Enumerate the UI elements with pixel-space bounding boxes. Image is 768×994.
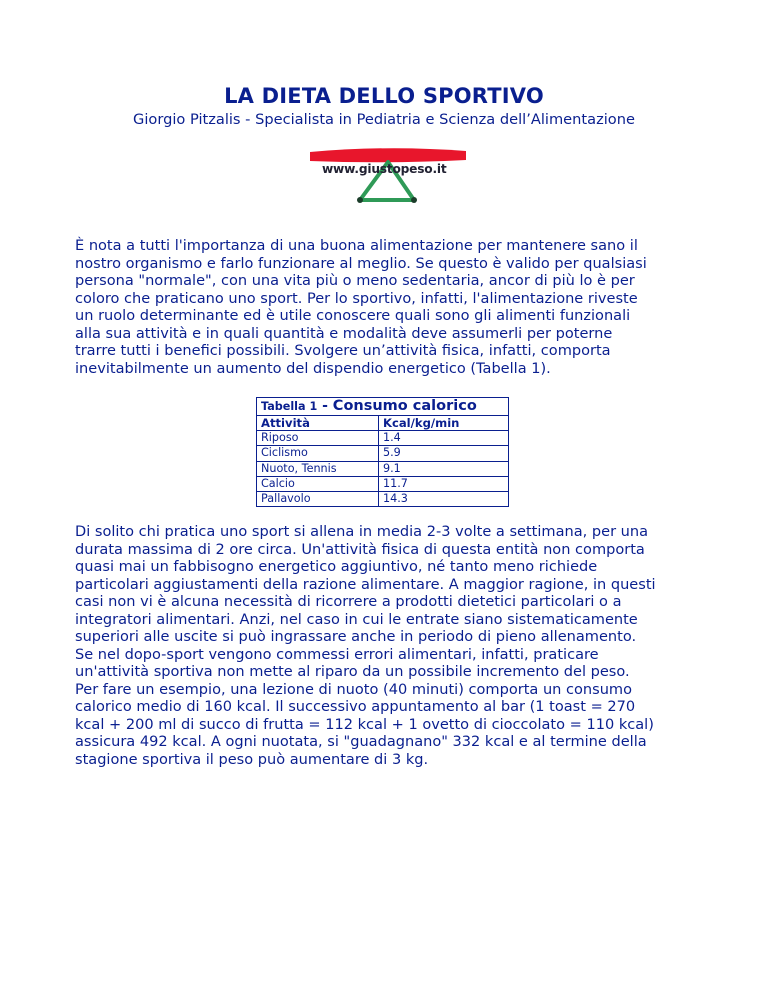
table-caption-label: Tabella 1 [261, 400, 318, 413]
text-line: superiori alle uscite si può ingrassare anche in periodo di pieno allenamento. [75, 628, 637, 645]
text-line: un ruolo determinante ed è utile conoscere quali sono gli alimenti funzionali [75, 307, 631, 324]
table-row [257, 461, 509, 476]
text-line: nostro organismo e farlo funzionare al meglio. Se questo è valido per qualsiasi [75, 254, 647, 272]
text-line: coloro che praticano uno sport. Per lo sportivo, infatti, l'alimentazione riveste [75, 289, 638, 307]
text-line: calorico medio di 160 kcal. Il successivo appuntamento al bar (1 toast = 270 [75, 698, 636, 715]
body-paragraph [75, 523, 705, 768]
table-header-row [257, 416, 509, 431]
table-caption-title: Consumo calorico [332, 398, 477, 414]
text-line: Di solito chi pratica uno sport si allena in media 2-3 volte a settimana, per una [75, 523, 649, 540]
table-cell-activity: Calcio [257, 476, 379, 491]
table-cell-value: 5.9 [379, 446, 509, 461]
table-row [257, 431, 509, 446]
text-line: Per fare un esempio, una lezione di nuoto (40 minuti) comporta un consumo [75, 680, 633, 698]
text-line: È nota a tutti l'importanza di una buona alimentazione per mantenere sano il [75, 237, 638, 254]
text-line: Se nel dopo-sport vengono commessi errori alimentari, infatti, praticare [75, 645, 599, 663]
table-cell-value: 9.1 [379, 461, 509, 476]
table-caption [257, 398, 509, 416]
page-title: LA DIETA DELLO SPORTIVO [224, 84, 544, 108]
table-cell-value: 11.7 [379, 476, 509, 491]
text-line: un'attività sportiva non mette al riparo da un possibile incremento del peso. [75, 663, 630, 680]
text-line: particolari aggiustamenti della razione alimentare. A maggior ragione, in questi [75, 575, 656, 593]
text-line: quasi mai un fabbisogno energetico aggiuntivo, né tanto meno richiede [75, 558, 598, 575]
table-row [257, 476, 509, 491]
logo-url-text: www.giustopeso.it [322, 162, 447, 176]
calorie-consumption-table [256, 397, 509, 507]
table-caption-dash: - [317, 398, 333, 414]
table-cell-activity: Nuoto, Tennis [257, 461, 379, 476]
text-line: integratori alimentari. Anzi, nel caso in cui le entrate siano sistematicamente [75, 610, 638, 628]
table-cell-activity: Riposo [257, 431, 379, 446]
text-line: trarre tutti i benefici possibili. Svolgere un’attività fisica, infatti, comporta [75, 342, 611, 359]
table-cell-activity: Pallavolo [257, 492, 379, 507]
text-line: kcal + 200 ml di succo di frutta = 112 kcal + 1 ovetto di cioccolato = 110 kcal) [75, 715, 654, 733]
table-cell-value: 14.3 [379, 492, 509, 507]
table-cell-activity: Ciclismo [257, 446, 379, 461]
text-line: casi non vi è alcuna necessità di ricorrere a prodotti dietetici particolari o a [75, 593, 622, 610]
text-line: alla sua attività e in quali quantità e modalità deve assumerli per poterne [75, 324, 613, 342]
triangle-corner-dot [357, 197, 363, 203]
table-row [257, 446, 509, 461]
giustopeso-logo [308, 140, 468, 206]
table-cell-value: 1.4 [379, 431, 509, 446]
text-line: inevitabilmente un aumento del dispendio energetico (Tabella 1). [75, 359, 551, 377]
text-line: assicura 492 kcal. A ogni nuotata, si "guadagnano" 332 kcal e al termine della [75, 733, 647, 750]
column-header-activity: Attività [257, 416, 379, 431]
text-line: persona "normale", con una vita più o meno sedentaria, ancor di più lo è per [75, 272, 635, 289]
text-line: stagione sportiva il peso può aumentare di 3 kg. [75, 750, 429, 768]
table-caption-row [257, 398, 509, 416]
author-subtitle: Giorgio Pitzalis - Specialista in Pediatria e Scienza dell’Alimentazione [133, 111, 635, 128]
column-header-kcal: Kcal/kg/min [379, 416, 509, 431]
table-row [257, 492, 509, 507]
triangle-corner-dot [411, 197, 417, 203]
intro-paragraph [75, 237, 705, 377]
text-line: durata massima di 2 ore circa. Un'attività fisica di questa entità non comporta [75, 540, 645, 558]
